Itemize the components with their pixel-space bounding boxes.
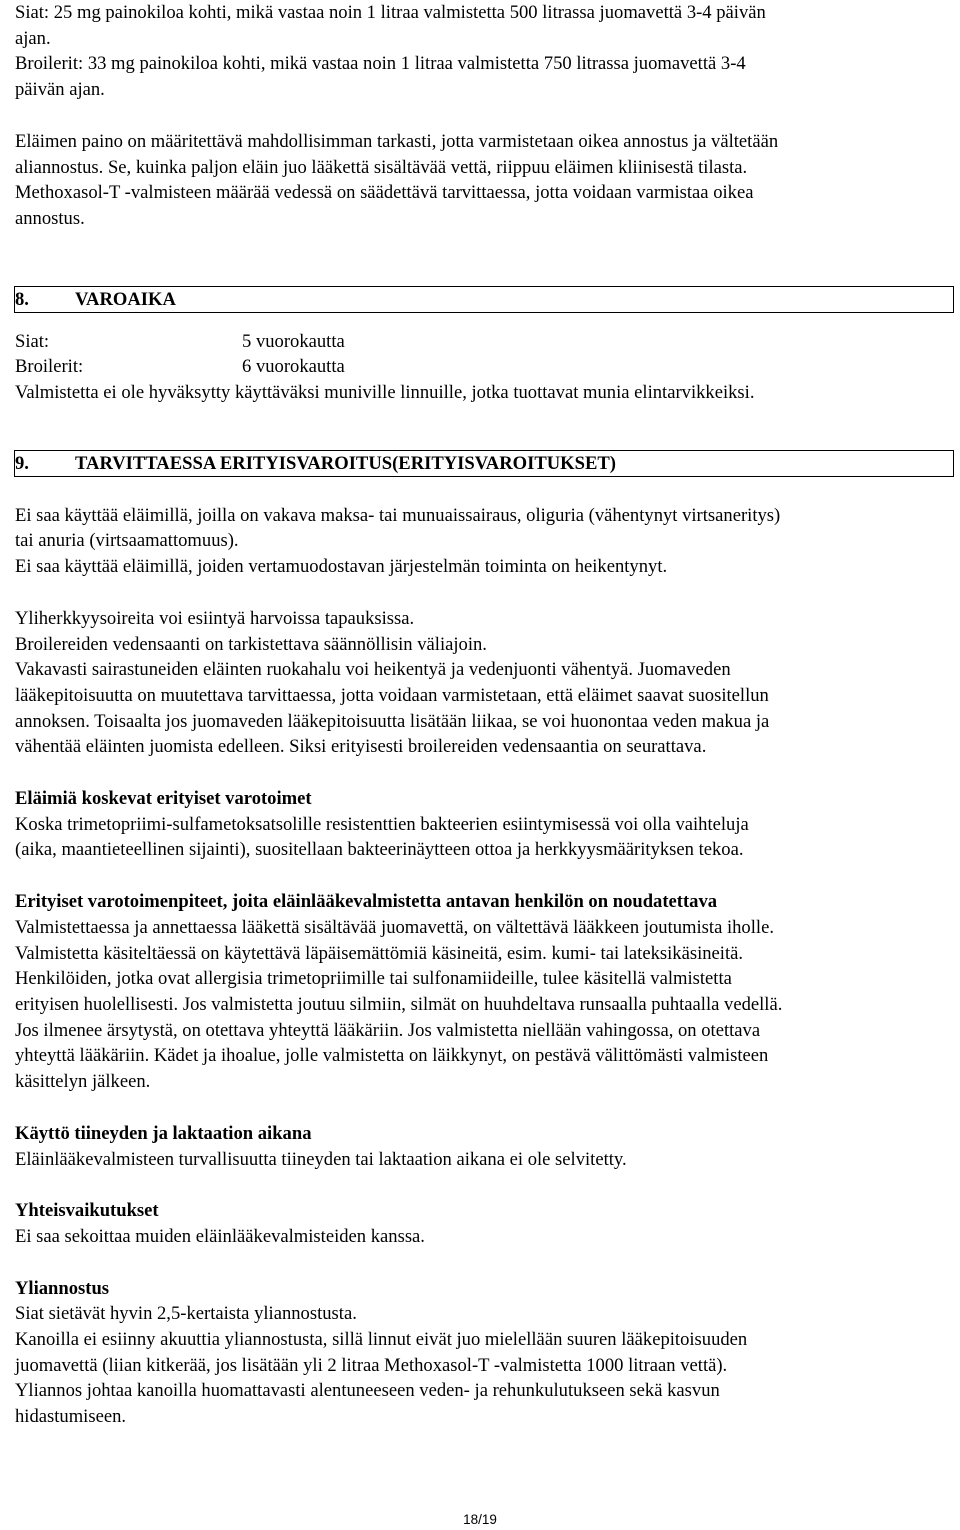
species-label: Siat: (15, 330, 50, 352)
text-line: Siat: 25 mg painokiloa kohti, mikä vastaa noin 1 litraa valmistetta 500 litrassa juomavettä 3-4 päivän (15, 2, 766, 23)
egg-note: Valmistetta ei ole hyväksytty käyttäväksi muniville linnuille, jotka tuottavat munia elintarvikkeiksi. (15, 382, 755, 404)
text-line: Kanoilla ei esiinny akuuttia yliannostusta, sillä linnut eivät juo mielellään suuren lääkepitoisuuden (15, 1329, 748, 1351)
subsection-heading: Yliannostus (15, 1277, 110, 1299)
subsection-heading: Käyttö tiineyden ja laktaation aikana (15, 1122, 312, 1144)
text-line: juomavettä (liian kitkerää, jos lisätään yli 2 litraa Methoxasol-T -valmistetta 1000 litraan vettä). (15, 1354, 728, 1376)
text-line: annoksen. Toisaalta jos juomaveden lääkepitoisuutta lisätään liikaa, se voi huonontaa veden makua ja (15, 710, 770, 732)
text-line: Yliherkkyysoireita voi esiintyä harvoissa tapauksissa. (15, 607, 415, 629)
document-page (15, 0, 950, 1430)
section-number: 8. (15, 288, 29, 310)
text-line: Yliannos johtaa kanoilla huomattavasti alentuneeseen veden- ja rehunkulutukseen sekä kasvun (15, 1380, 720, 1402)
overdose-section (15, 1276, 950, 1430)
section-title: TARVITTAESSA ERITYISVAROITUS(ERITYISVAROITUKSET) (75, 452, 616, 474)
withdrawal-value: 6 vuorokautta (242, 356, 345, 378)
withdrawal-value: 5 vuorokautta (242, 330, 345, 352)
interactions-section (15, 1198, 950, 1249)
animal-precautions-section (15, 786, 950, 863)
text-line: Ei saa käyttää eläimillä, joilla on vakava maksa- tai munuaissairaus, oliguria (vähentynyt virtsaneritys) (15, 504, 781, 526)
subsection-heading: Yhteisvaikutukset (15, 1200, 159, 1222)
text-line: Valmistetta käsiteltäessä on käytettävä läpäisemättömiä käsineitä, esim. kumi- tai lateksikäsineitä. (15, 942, 744, 964)
text-line: Siat sietävät hyvin 2,5-kertaista yliannostusta. (15, 1303, 357, 1325)
withdrawal-row (15, 354, 950, 380)
text-line: Ei saa käyttää eläimillä, joiden vertamuodostavan järjestelmän toiminta on heikentynyt. (15, 556, 668, 578)
handler-precautions-section (15, 889, 950, 1095)
text-line: lääkepitoisuutta on muutettava tarvittaessa, jotta voidaan varmistetaan, että eläimet saavat suositellun (15, 684, 769, 706)
text-line: Eläinlääkevalmisteen turvallisuutta tiineyden tai laktaation aikana ei ole selvitetty. (15, 1148, 627, 1170)
text-line: annostus. (15, 207, 85, 229)
section-number: 9. (15, 452, 29, 474)
pregnancy-section (15, 1121, 950, 1172)
dosing-note-paragraph (15, 129, 950, 232)
subsection-heading: Erityiset varotoimenpiteet, joita eläinlääkevalmistetta antavan henkilön on noudatettava (15, 891, 718, 913)
text-line: Koska trimetopriimi-sulfametoksatsolille resistenttien bakteerien esiintymisessä voi olla vaihteluja (15, 813, 749, 835)
text-line: päivän ajan. (15, 79, 105, 101)
text-line: aliannostus. Se, kuinka paljon eläin juo lääkettä sisältävää vettä, riippuu eläimen kliinisestä tilasta. (15, 156, 748, 178)
text-line: käsittelyn jälkeen. (15, 1071, 151, 1093)
text-line: Eläimen paino on määritettävä mahdollisimman tarkasti, jotta varmistetaan oikea annostus ja vältetään (15, 130, 779, 152)
text-line: Vakavasti sairastuneiden eläinten ruokahalu voi heikentyä ja vedenjuonti vähentyä. Juomaveden (15, 659, 731, 681)
page-number: 18/19 (463, 1512, 497, 1527)
contraindications-paragraph (15, 503, 950, 580)
dosage-paragraph (15, 0, 950, 103)
species-label: Broilerit: (15, 356, 84, 378)
text-line: hidastumiseen. (15, 1406, 127, 1428)
text-line: ajan. (15, 27, 51, 49)
text-line: Methoxasol-T -valmisteen määrää vedessä on säädettävä tarvittaessa, jotta voidaan varmistaa oikea (15, 182, 754, 204)
subsection-heading: Eläimiä koskevat erityiset varotoimet (15, 788, 312, 810)
warnings-paragraph (15, 606, 950, 760)
text-line: vähentää eläinten juomista edelleen. Siksi erityisesti broilereiden vedensaantia on seurattava. (15, 736, 707, 758)
text-line: Valmistettaessa ja annettaessa lääkettä sisältävää juomavettä, on vältettävä lääkkeen joutumista iholle. (15, 916, 774, 938)
text-line: Ei saa sekoittaa muiden eläinlääkevalmisteiden kanssa. (15, 1225, 425, 1247)
text-line: Jos ilmenee ärsytystä, on otettava yhteyttä lääkäriin. Jos valmistetta niellään vahingossa, on otettava (15, 1019, 761, 1041)
text-line: yhteyttä lääkäriin. Kädet ja ihoalue, jolle valmistetta on läikkynyt, on pestävä välittömästi valmisteen (15, 1045, 769, 1067)
text-line: erityisen huolellisesti. Jos valmistetta joutuu silmiin, silmät on huuhdeltava runsaalla puhtaalla vedellä. (15, 993, 783, 1015)
text-line: Broilereiden vedensaanti on tarkistettava säännöllisin väliajoin. (15, 633, 487, 655)
text-line: (aika, maantieteellinen sijainti), suositellaan bakteerinäytteen ottoa ja herkkyysmäärityksen tekoa. (15, 839, 744, 861)
section-9-heading (14, 450, 954, 477)
text-line: tai anuria (virtsaamattomuus). (15, 530, 239, 552)
text-line: Henkilöiden, jotka ovat allergisia trimetopriimille tai sulfonamiideille, tulee käsitellä valmistetta (15, 968, 732, 990)
withdrawal-row (15, 329, 950, 355)
section-title: VAROAIKA (75, 288, 176, 310)
text-line: Broilerit: 33 mg painokiloa kohti, mikä vastaa noin 1 litraa valmistetta 750 litrassa juomavettä 3-4 (15, 53, 746, 75)
section-8-heading (14, 286, 954, 313)
